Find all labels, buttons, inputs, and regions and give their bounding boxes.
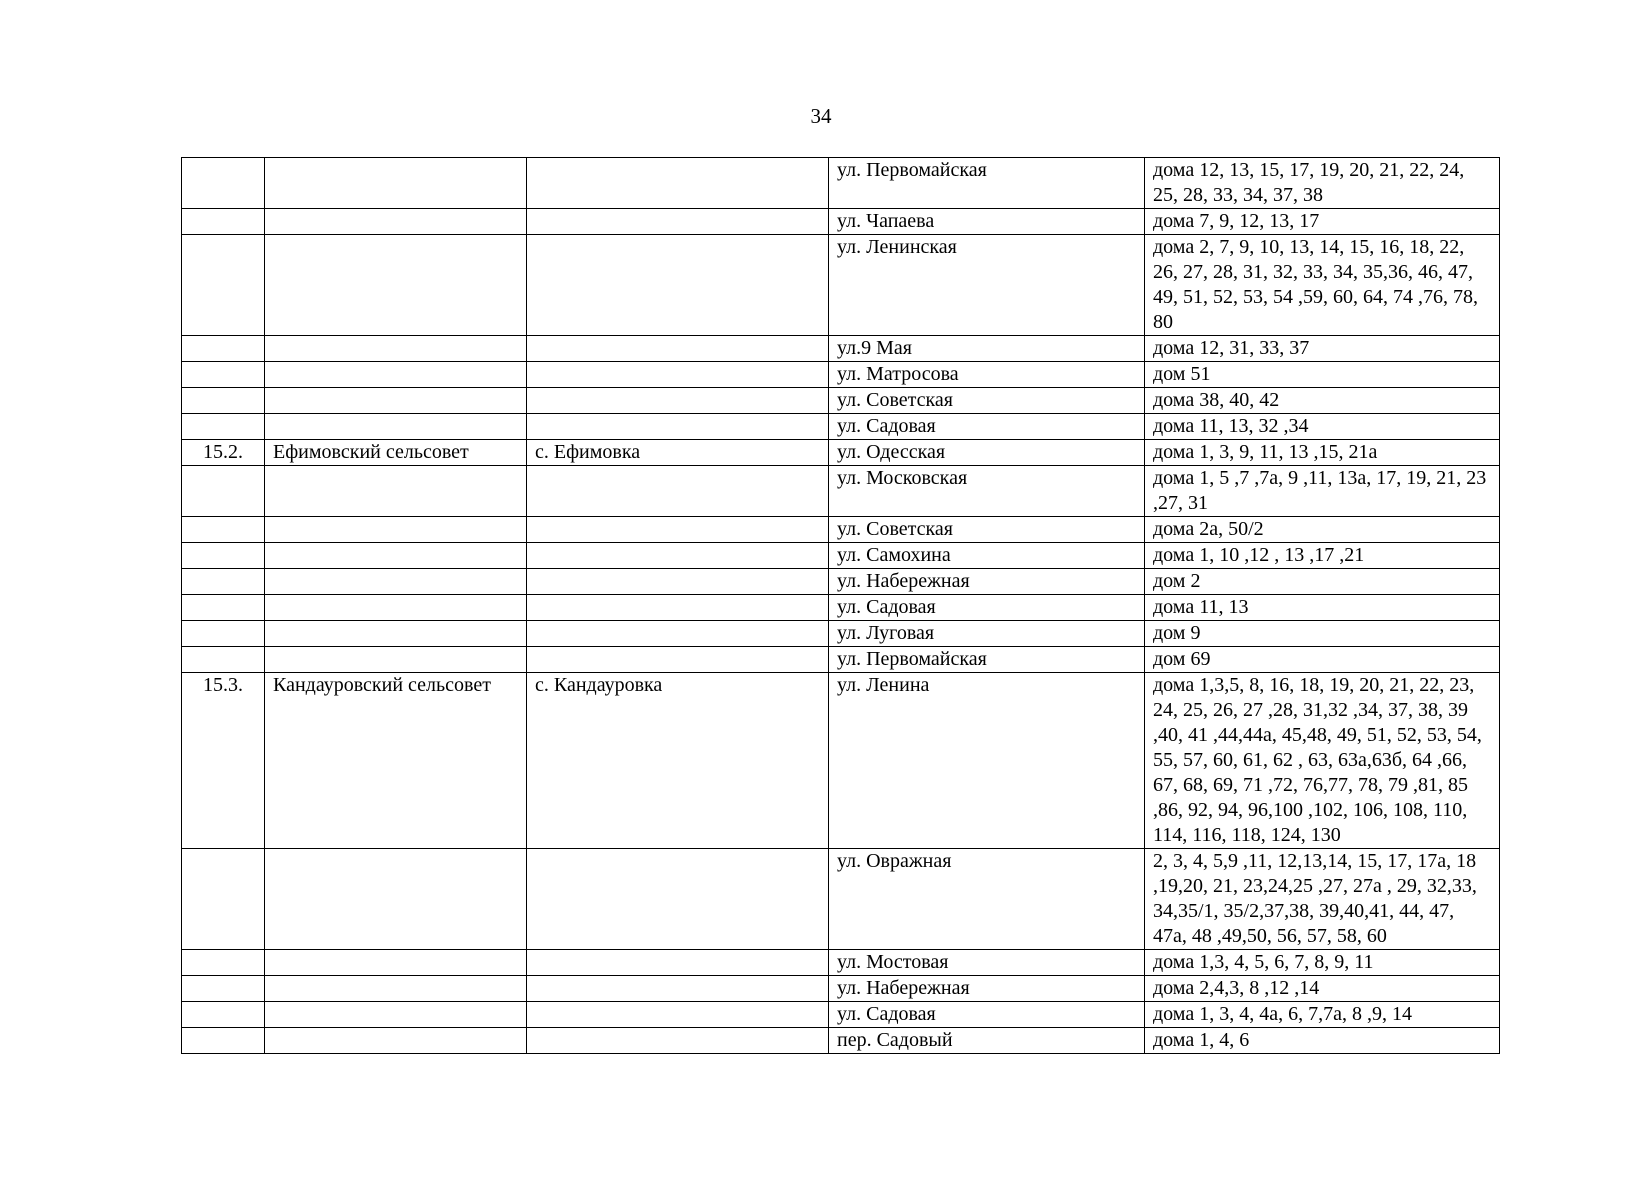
locality-cell [527, 621, 829, 647]
council-cell [265, 158, 527, 209]
row-number-cell [182, 362, 265, 388]
council-cell [265, 414, 527, 440]
table-row [182, 621, 1500, 647]
council-cell [265, 849, 527, 950]
row-number-cell [182, 336, 265, 362]
street-cell: ул. Советская [829, 517, 1145, 543]
houses-cell: дома 1,3,5, 8, 16, 18, 19, 20, 21, 22, 23, 24, 25, 26, 27 ,28, 31,32 ,34, 37, 38, 39 ,40, 41 ,44,44а, 45,48, 49, 51, 52, 53, 54, 55, 57, 60, 61, 62 , 63, 63а,63б, 64 ,66, 67, 68, 69, 71 ,72, 76,77, 78, 79 ,81, 85 ,86, 92, 94, 96,100 ,102, 106, 108, 110, 114, 116, 118, 124, 130 [1145, 673, 1500, 849]
council-cell [265, 466, 527, 517]
locality-cell: с. Кандауровка [527, 673, 829, 849]
council-cell: Кандауровский сельсовет [265, 673, 527, 849]
street-cell: пер. Садовый [829, 1028, 1145, 1054]
row-number-cell [182, 517, 265, 543]
table-row [182, 1028, 1500, 1054]
houses-cell: дом 69 [1145, 647, 1500, 673]
table-row [182, 849, 1500, 950]
street-cell: ул.9 Мая [829, 336, 1145, 362]
council-cell [265, 1028, 527, 1054]
houses-cell: дома 2а, 50/2 [1145, 517, 1500, 543]
locality-cell [527, 543, 829, 569]
street-cell: ул. Советская [829, 388, 1145, 414]
council-cell [265, 235, 527, 336]
table-row [182, 543, 1500, 569]
table-row [182, 336, 1500, 362]
street-cell: ул. Садовая [829, 1002, 1145, 1028]
street-cell: ул. Луговая [829, 621, 1145, 647]
table-row [182, 158, 1500, 209]
locality-cell [527, 569, 829, 595]
locality-cell [527, 976, 829, 1002]
table-row [182, 950, 1500, 976]
locality-cell [527, 466, 829, 517]
council-cell [265, 336, 527, 362]
row-number-cell [182, 388, 265, 414]
row-number-cell [182, 1002, 265, 1028]
locality-cell [527, 1028, 829, 1054]
row-number-cell [182, 158, 265, 209]
houses-cell: дома 12, 31, 33, 37 [1145, 336, 1500, 362]
council-cell [265, 388, 527, 414]
row-number-cell [182, 569, 265, 595]
street-cell: ул. Одесская [829, 440, 1145, 466]
locality-cell [527, 388, 829, 414]
street-cell: ул. Набережная [829, 569, 1145, 595]
council-cell [265, 950, 527, 976]
table-row [182, 647, 1500, 673]
table-row [182, 362, 1500, 388]
table-row [182, 595, 1500, 621]
street-cell: ул. Чапаева [829, 209, 1145, 235]
row-number-cell [182, 466, 265, 517]
street-cell: ул. Садовая [829, 414, 1145, 440]
row-number-cell [182, 235, 265, 336]
houses-cell: дома 1, 4, 6 [1145, 1028, 1500, 1054]
houses-cell: дом 2 [1145, 569, 1500, 595]
locality-cell [527, 517, 829, 543]
row-number-cell [182, 209, 265, 235]
houses-cell: дома 11, 13, 32 ,34 [1145, 414, 1500, 440]
street-cell: ул. Набережная [829, 976, 1145, 1002]
street-cell: ул. Первомайская [829, 158, 1145, 209]
street-cell: ул. Мостовая [829, 950, 1145, 976]
street-cell: ул. Московская [829, 466, 1145, 517]
street-cell: ул. Самохина [829, 543, 1145, 569]
row-number-cell [182, 647, 265, 673]
table-row [182, 673, 1500, 849]
row-number-cell [182, 1028, 265, 1054]
houses-cell: дома 1, 3, 4, 4а, 6, 7,7а, 8 ,9, 14 [1145, 1002, 1500, 1028]
council-cell [265, 209, 527, 235]
table-row [182, 235, 1500, 336]
locality-cell [527, 595, 829, 621]
locality-cell [527, 362, 829, 388]
houses-cell: дома 1, 5 ,7 ,7а, 9 ,11, 13а, 17, 19, 21, 23 ,27, 31 [1145, 466, 1500, 517]
council-cell: Ефимовский сельсовет [265, 440, 527, 466]
houses-cell: дома 2, 7, 9, 10, 13, 14, 15, 16, 18, 22, 26, 27, 28, 31, 32, 33, 34, 35,36, 46, 47, 49, 51, 52, 53, 54 ,59, 60, 64, 74 ,76, 78, 80 [1145, 235, 1500, 336]
table-row [182, 569, 1500, 595]
houses-cell: дома 11, 13 [1145, 595, 1500, 621]
locality-cell [527, 336, 829, 362]
council-cell [265, 517, 527, 543]
row-number-cell: 15.3. [182, 673, 265, 849]
council-cell [265, 647, 527, 673]
table-row [182, 414, 1500, 440]
locality-cell: с. Ефимовка [527, 440, 829, 466]
table-row [182, 388, 1500, 414]
houses-cell: дома 1, 3, 9, 11, 13 ,15, 21а [1145, 440, 1500, 466]
locality-cell [527, 950, 829, 976]
houses-cell: дом 51 [1145, 362, 1500, 388]
row-number-cell [182, 849, 265, 950]
council-cell [265, 976, 527, 1002]
street-cell: ул. Матросова [829, 362, 1145, 388]
row-number-cell [182, 976, 265, 1002]
address-table [181, 157, 1500, 1054]
street-cell: ул. Первомайская [829, 647, 1145, 673]
houses-cell: дома 2,4,3, 8 ,12 ,14 [1145, 976, 1500, 1002]
houses-cell: дома 1,3, 4, 5, 6, 7, 8, 9, 11 [1145, 950, 1500, 976]
street-cell: ул. Овражная [829, 849, 1145, 950]
row-number-cell [182, 950, 265, 976]
street-cell: ул. Садовая [829, 595, 1145, 621]
locality-cell [527, 414, 829, 440]
row-number-cell [182, 595, 265, 621]
locality-cell [527, 647, 829, 673]
page-number: 34 [810, 104, 832, 128]
council-cell [265, 1002, 527, 1028]
council-cell [265, 569, 527, 595]
locality-cell [527, 1002, 829, 1028]
row-number-cell [182, 621, 265, 647]
table-row [182, 1002, 1500, 1028]
locality-cell [527, 158, 829, 209]
council-cell [265, 595, 527, 621]
row-number-cell [182, 414, 265, 440]
locality-cell [527, 235, 829, 336]
street-cell: ул. Ленинская [829, 235, 1145, 336]
locality-cell [527, 849, 829, 950]
table-row [182, 209, 1500, 235]
table-row [182, 466, 1500, 517]
street-cell: ул. Ленина [829, 673, 1145, 849]
council-cell [265, 543, 527, 569]
houses-cell: дома 1, 10 ,12 , 13 ,17 ,21 [1145, 543, 1500, 569]
houses-cell: дома 12, 13, 15, 17, 19, 20, 21, 22, 24, 25, 28, 33, 34, 37, 38 [1145, 158, 1500, 209]
table-row [182, 976, 1500, 1002]
council-cell [265, 621, 527, 647]
table-row [182, 517, 1500, 543]
council-cell [265, 362, 527, 388]
houses-cell: 2, 3, 4, 5,9 ,11, 12,13,14, 15, 17, 17а, 18 ,19,20, 21, 23,24,25 ,27, 27а , 29, 32,33, 34,35/1, 35/2,37,38, 39,40,41, 44, 47, 47а, 48 ,49,50, 56, 57, 58, 60 [1145, 849, 1500, 950]
table-row [182, 440, 1500, 466]
houses-cell: дома 38, 40, 42 [1145, 388, 1500, 414]
houses-cell: дом 9 [1145, 621, 1500, 647]
locality-cell [527, 209, 829, 235]
houses-cell: дома 7, 9, 12, 13, 17 [1145, 209, 1500, 235]
row-number-cell: 15.2. [182, 440, 265, 466]
row-number-cell [182, 543, 265, 569]
